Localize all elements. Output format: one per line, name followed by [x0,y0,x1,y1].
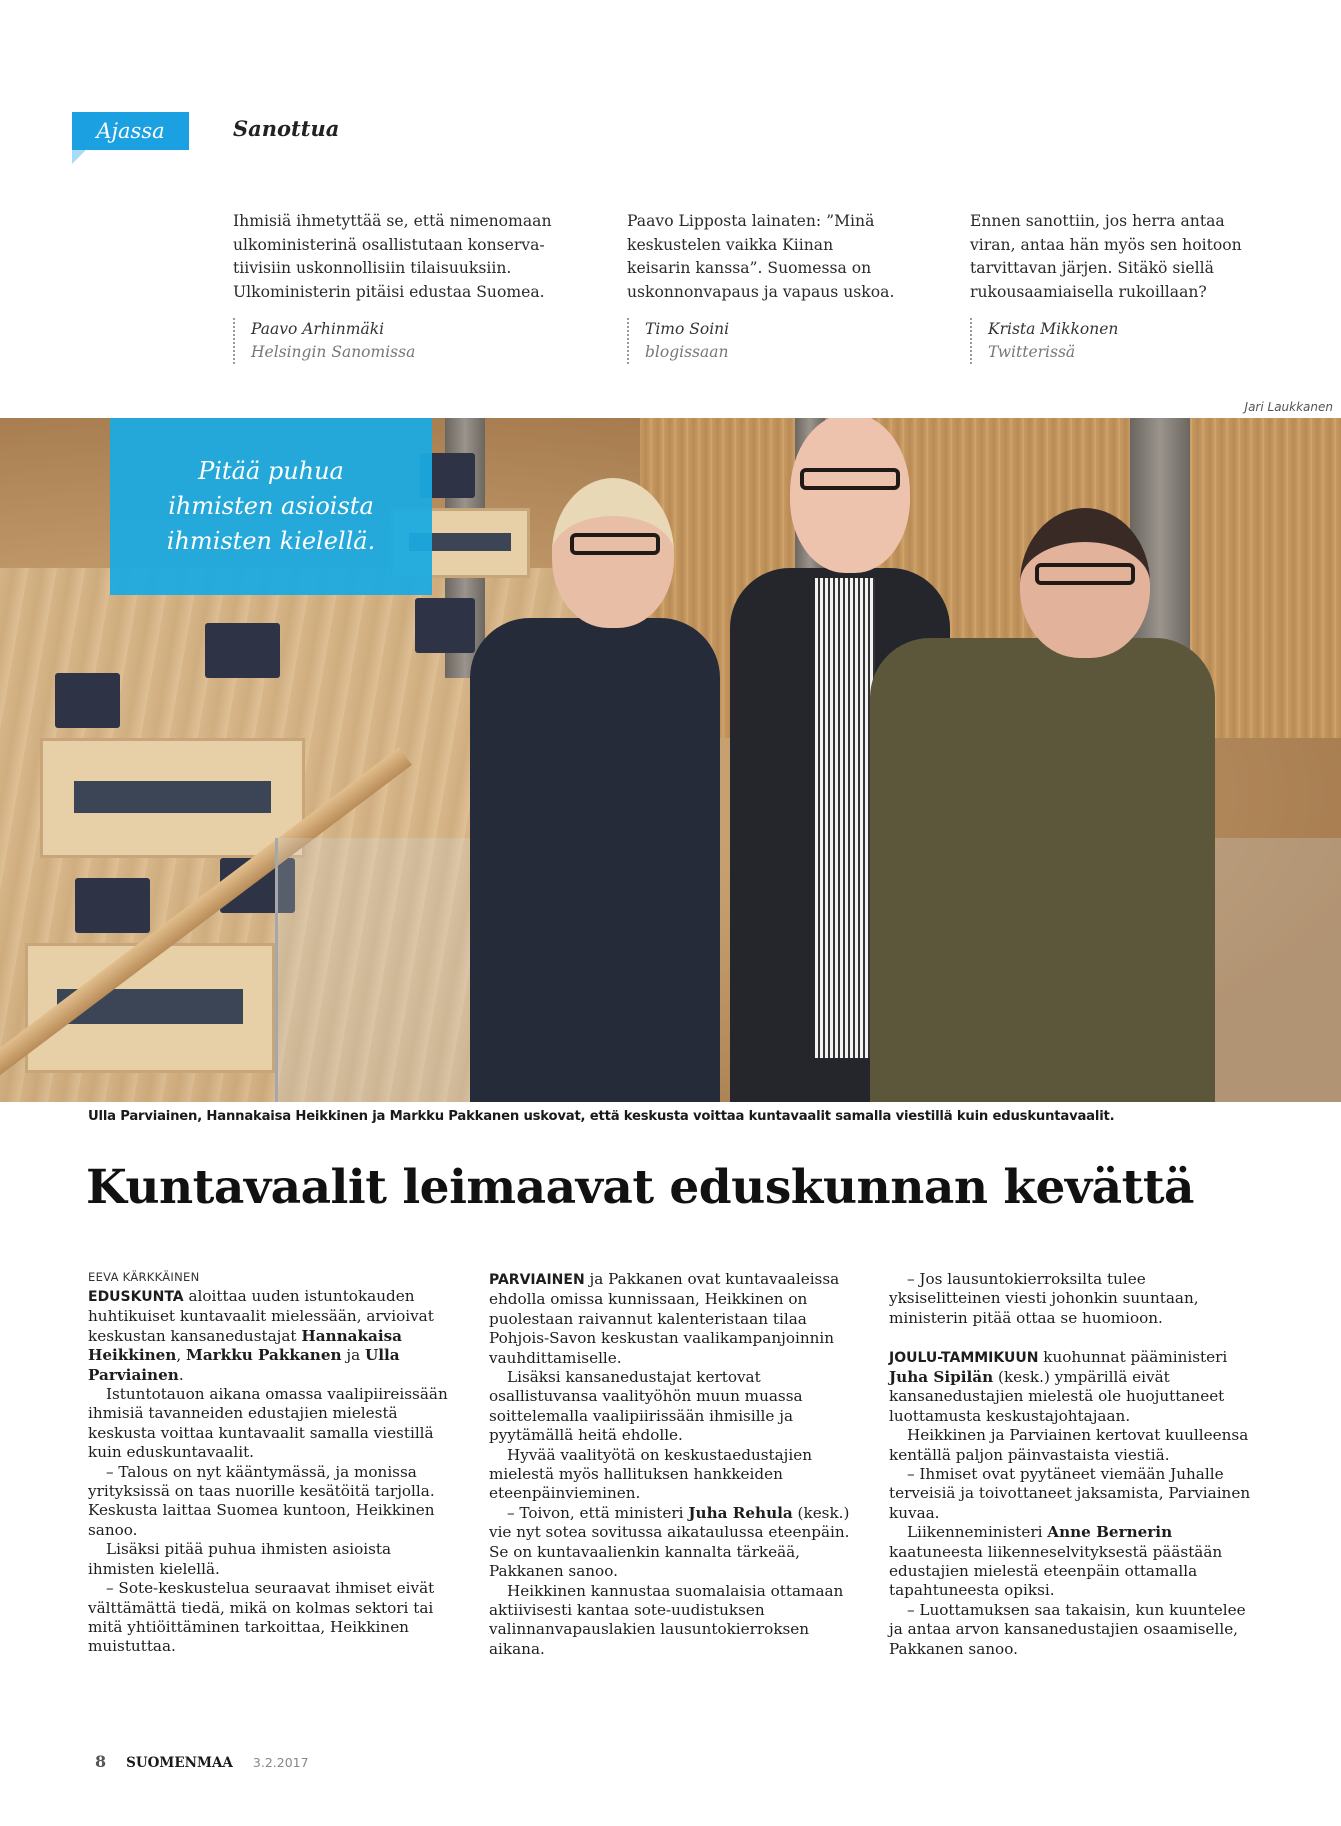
quote-source: Twitterissä [988,343,1076,361]
person-name: Hannakaisa Heikkinen [88,1326,402,1365]
photo-chair [205,623,280,678]
article-paragraph: – Luottamuksen saa takaisin, kun kuuntelee ja antaa arvon kansanedustajien osaamiselle, Pakkanen sanoo. [889,1600,1246,1658]
photo-chair [75,878,150,933]
pull-quote [110,418,432,595]
text-run: aloittaa uuden istuntokauden huhtikuiset kuntavaalit mielessään, arvioivat keskustan kansanedustajat [88,1287,434,1345]
quote-2 [627,210,947,364]
quote-source: blogissaan [645,343,729,361]
text-run: , [176,1346,187,1365]
article-paragraph [88,1287,460,1385]
text-run: (kesk.) ympärillä eivät kansanedustajien mielestä ole huojuttaneet luottamusta keskustajohtajaan. [889,1368,1225,1425]
person-name: Juha Rehula [688,1503,793,1522]
quote-author: Timo Soini [645,320,730,338]
photo-chair [415,598,475,653]
paragraph-lead-word: EDUSKUNTA [88,1289,184,1305]
article-column-3 [889,1270,1261,1659]
page-number: 8 [95,1752,107,1771]
quote-text: Paavo Lipposta lainaten: ”Minä keskustelen vaikka Kiinan keisarin kanssa”. Suomessa on uskonnonvapaus ja vapaus uskoa. [627,212,895,301]
article-column-2 [489,1270,861,1659]
article-byline: EEVA KÄRKKÄINEN [88,1270,200,1284]
quote-1 [233,210,573,364]
article-paragraph: – Talous on nyt kääntymässä, ja monissa yrityksissä on taas nuorille kesätöitä tarjolla. Keskusta laittaa Suomea kuntoon, Heikkinen sanoo. [88,1462,435,1539]
article-paragraph: – Jos lausuntokierroksilta tulee yksiselitteinen viesti johonkin suuntaan, ministerin pitää ottaa se huomioon. [889,1270,1199,1327]
section-tag-tail-decoration [72,150,86,164]
quote-3 [970,210,1310,364]
quote-author: Krista Mikkonen [988,320,1119,338]
quote-text: Ennen sanottiin, jos herra antaa viran, antaa hän myös sen hoitoon tarvittavan järjen. Sitäkö siellä rukousaamiaisella rukoillaan? [970,212,1242,301]
article-paragraph: Hyvää vaalityötä on keskustaedustajien mielestä myös hallituksen hankkeiden eteenpäinvieminen. [489,1445,813,1503]
text-run: Liikenneministeri [907,1523,1048,1542]
paragraph-lead-word: JOULU-TAMMIKUUN [889,1349,1039,1366]
text-run: – Toivon, että ministeri [507,1503,689,1522]
section-tag [72,112,189,150]
article-paragraph [889,1523,1261,1601]
article-paragraph: Lisäksi pitää puhua ihmisten asioista ihmisten kielellä. [88,1540,392,1578]
text-run: kaatuneesta liikenneselvityksestä päästään edustajien mielestä eteenpäin ottamalla tapahtuneesta opiksi. [889,1542,1223,1600]
photo-glass-panel [275,838,475,1102]
masthead: SUOMENMAA [126,1755,233,1771]
quote-attribution [233,318,573,364]
article-paragraph: Lisäksi kansanedustajat kertovat osallistuvansa vaalityöhön muun muassa soittelemalla vaalipiirissään ihmisille ja pyytämällä heitä ehdolle. [489,1368,803,1445]
article-paragraph [889,1348,1261,1427]
quote-text: Ihmisiä ihmetyttää se, että nimenomaan ulkoministerinä osallistutaan konserva- tiivisiin uskonnollisiin tilaisuuksiin. Ulkoministerin pitäisi edustaa Suomea. [233,212,552,301]
quote-attribution [627,318,947,364]
paragraph-lead-word: PARVIAINEN [489,1272,585,1288]
photo-chair [55,673,120,728]
person-name: Markku Pakkanen [186,1346,342,1365]
person-name: Anne Bernerin [1047,1523,1173,1542]
quote-attribution [970,318,1310,364]
person-name: Ulla Parviainen [88,1346,400,1384]
page-footer [95,1752,309,1771]
section-name: Sanottua [233,116,340,141]
article-paragraph: Heikkinen ja Parviainen kertovat kuulleensa kentällä paljon päinvastaista viestiä. [889,1426,1249,1464]
article-paragraph: – Ihmiset ovat pyytäneet viemään Juhalle terveisiä ja toivottaneet jaksamista, Parviainen kuvaa. [889,1465,1251,1522]
article-column-1 [88,1287,460,1657]
quote-source: Helsingin Sanomissa [251,343,416,361]
text-run: ja Pakkanen ovat kuntavaaleissa ehdolla omissa kunnissaan, Heikkinen on puolestaan raivannut kalenteristaan tilaa Pohjois-Savon keskustan vaalikampanjoinnin vauhdittamiselle. [489,1270,840,1367]
text-run: kuohunnat pääministeri [1038,1347,1228,1366]
article-paragraph: – Sote-keskustelua seuraavat ihmiset eivät välttämättä tiedä, mikä on kolmas sektori tai mitä yhtiöittäminen tarkoittaa, Heikkinen muistuttaa. [88,1579,435,1656]
text-run: (kesk.) vie nyt sotea sovitussa aikataulussa eteenpäin. Se on kuntavaalienkin kannalta tärkeää, Pakkanen sanoo. [489,1503,850,1581]
article-paragraph: Heikkinen kannustaa suomalaisia ottamaan aktiivisesti kantaa sote-uudistuksen valinnanvapauslakien lausuntokierroksen aikana. [489,1581,844,1658]
pull-quote-text: Pitää puhua ihmisten asioista ihmisten kielellä. [166,457,376,555]
photo-credit: Jari Laukkanen [1244,400,1333,414]
article-headline: Kuntavaalit leimaavat eduskunnan kevättä [86,1160,1194,1215]
person-name: Juha Sipilän [889,1368,994,1387]
article-paragraph [489,1270,861,1368]
article-paragraph: Istuntotauon aikana omassa vaalipiireissään ihmisiä tavanneiden edustajien mielestä keskusta voittaa kuntavaalit samalla viestillä kuin eduskuntavaalit. [88,1385,448,1462]
section-tag-label: Ajassa [96,119,165,143]
photo-table [40,738,305,858]
article-paragraph [489,1504,861,1582]
photo-caption: Ulla Parviainen, Hannakaisa Heikkinen ja Markku Pakkanen uskovat, että keskusta voittaa kuntavaalit samalla viestillä kuin eduskuntavaalit. [88,1109,1115,1124]
issue-date: 3.2.2017 [252,1755,309,1770]
quote-author: Paavo Arhinmäki [251,320,385,338]
text-run: . [178,1365,184,1384]
text-run: ja [341,1346,365,1365]
